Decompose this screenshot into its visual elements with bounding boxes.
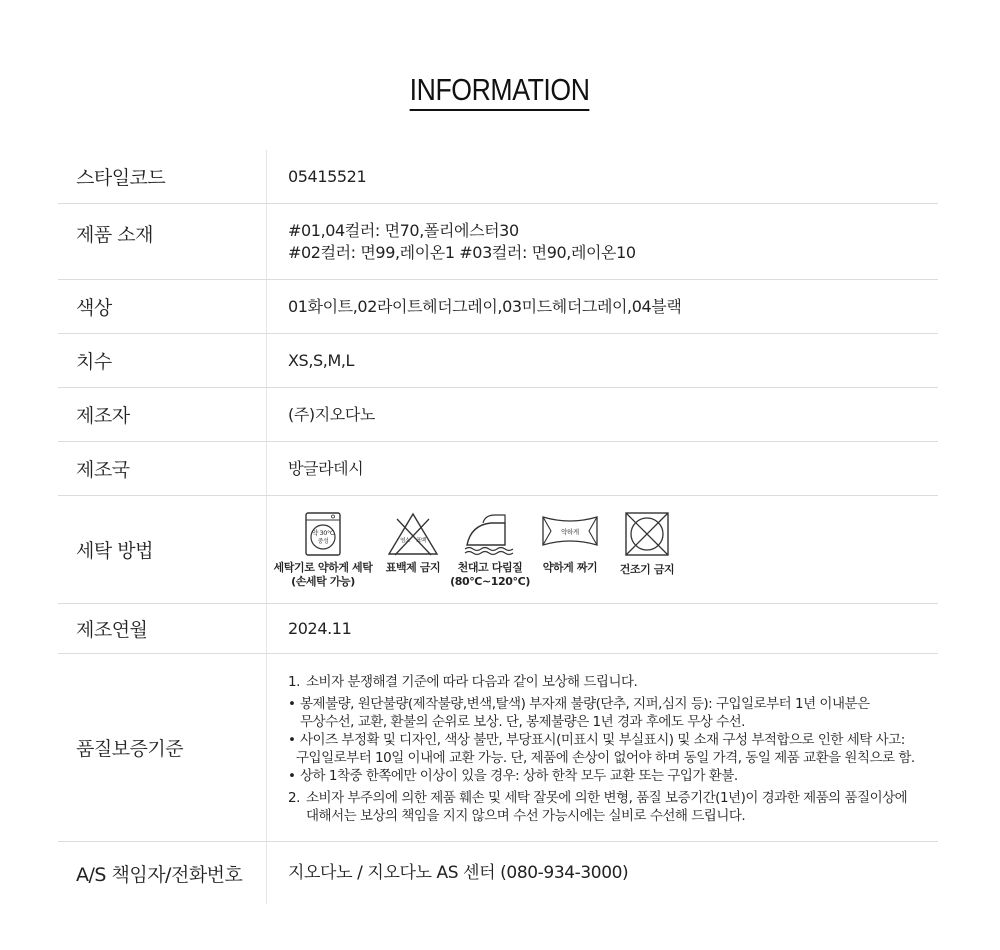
- quality-bullet-2: [288, 731, 938, 767]
- row-date: [58, 604, 938, 654]
- row-label: 세탁 방법: [76, 540, 153, 562]
- row-value: (주)지오다노: [288, 404, 375, 424]
- row-value: 01화이트,02라이트헤더그레이,03미드헤더그레이,04블랙: [288, 296, 682, 316]
- row-value: 05415521: [288, 166, 367, 186]
- row-maker: [58, 388, 938, 442]
- bullet-dot: •: [288, 695, 296, 712]
- wash-item: [450, 511, 530, 589]
- caption-line: (80°C~120°C): [450, 574, 530, 588]
- item-text: 소비자 분쟁해결 기준에 따라 다음과 같이 보상해 드립니다.: [306, 673, 638, 690]
- wring-gently-icon: [539, 511, 601, 551]
- bullet-text: 무상수선, 교환, 환불의 순위로 보상. 단, 봉제불량은 1년 경과 후에도 무상 수선.: [300, 713, 745, 730]
- wash-caption: [386, 561, 441, 575]
- product-info-table: [58, 150, 938, 904]
- quality-item-2: [288, 789, 938, 825]
- caption-line: 약하게 짜기: [542, 560, 598, 574]
- bullet-text: 상하 1착중 한쪽에만 이상이 있을 경우: 상하 한착 모두 교환 또는 구입가 환불.: [300, 767, 738, 784]
- row-style-code: [58, 150, 938, 204]
- no-tumble-dry-icon: [624, 511, 670, 557]
- caption-line: 건조기 금지: [619, 562, 675, 576]
- bullet-dot: •: [288, 731, 296, 748]
- row-size: [58, 334, 938, 388]
- bullet-dot: •: [288, 767, 296, 784]
- row-material: [58, 204, 938, 280]
- row-color: [58, 280, 938, 334]
- quality-text: [266, 671, 938, 825]
- caption-line: (손세탁 가능): [291, 574, 355, 588]
- wash-caption: [274, 561, 373, 589]
- row-label: 치수: [76, 351, 112, 373]
- bullet-text: 사이즈 부정확 및 디자인, 색상 불만, 부당표시(미표시 및 부실표시) 및 소재 구성 부적합으로 인한 세탁 사고:: [300, 731, 905, 748]
- row-label: 제품 소재: [76, 224, 153, 246]
- wash-caption: [543, 561, 598, 575]
- item-number: 1.: [288, 673, 300, 690]
- bullet-text: 봉제불량, 원단불량(제작불량,변색,탈색) 부자재 불량(단추, 지퍼,심지 등): 구입일로부터 1년 이내분은: [300, 695, 870, 712]
- bullet-text: 구입일로부터 10일 이내에 교환 가능. 단, 제품에 손상이 없어야 하며 동일 가격, 동일 제품 교환을 원칙으로 함.: [296, 749, 915, 766]
- row-as: [58, 842, 938, 904]
- row-label: A/S 책임자/전화번호: [76, 863, 243, 886]
- caption-line: 천대고 다림질: [457, 560, 523, 574]
- row-label: 색상: [76, 297, 112, 319]
- page-title: INFORMATION: [410, 72, 590, 111]
- material-line-1: #01,04컬러: 면70,폴리에스터30: [288, 220, 519, 240]
- wash-detergent: 중성: [317, 537, 329, 545]
- row-value: 지오다노 / 지오다노 AS 센터 (080-934-3000): [288, 863, 629, 883]
- row-label: 제조연월: [76, 619, 148, 641]
- quality-bullet-1: [288, 695, 938, 731]
- wash-caption: [450, 561, 530, 589]
- wash-item: [536, 511, 604, 575]
- row-value: XS,S,M,L: [288, 350, 355, 370]
- wash-item: [382, 511, 444, 575]
- wash-item: [614, 511, 680, 577]
- row-label: 제조국: [76, 459, 130, 481]
- row-value: 2024.11: [288, 618, 352, 638]
- page-title-wrap: [0, 72, 1000, 111]
- washing-machine-icon: [303, 511, 343, 557]
- quality-bullet-3: [288, 767, 938, 785]
- row-country: [58, 442, 938, 496]
- item-text: 소비자 부주의에 의한 제품 훼손 및 세탁 잘못에 의한 변형, 품질 보증기간(1년)이 경과한 제품의 품질이상에: [306, 789, 908, 806]
- bleach-text-1: 염소: [400, 537, 410, 544]
- wash-caption: [620, 563, 675, 577]
- row-label: 품질보증기준: [76, 738, 184, 760]
- caption-line: 세탁기로 약하게 세탁: [273, 560, 373, 574]
- no-bleach-icon: [387, 511, 439, 557]
- item-text: 대해서는 보상의 책임을 지지 않으며 수선 가능시에는 실비로 수선해 드립니다.: [306, 807, 746, 824]
- quality-item-1: [288, 673, 938, 691]
- iron-icon: [461, 511, 519, 557]
- row-value: 방글라데시: [288, 458, 364, 478]
- row-value: [266, 220, 938, 264]
- wring-text: 약하게: [561, 527, 579, 536]
- material-line-2: #02컬러: 면99,레이온1 #03컬러: 면90,레이온10: [288, 242, 636, 262]
- wash-temp: 약 30°C: [311, 528, 335, 537]
- row-wash: [58, 496, 938, 604]
- wash-item: [274, 511, 372, 589]
- row-label: 스타일코드: [76, 167, 166, 189]
- wash-icons: [266, 511, 938, 589]
- caption-line: 표백제 금지: [385, 560, 441, 574]
- row-label: 제조자: [76, 405, 130, 427]
- bleach-text-2: 표백: [416, 537, 426, 544]
- row-quality: [58, 654, 938, 842]
- item-number: 2.: [288, 789, 300, 806]
